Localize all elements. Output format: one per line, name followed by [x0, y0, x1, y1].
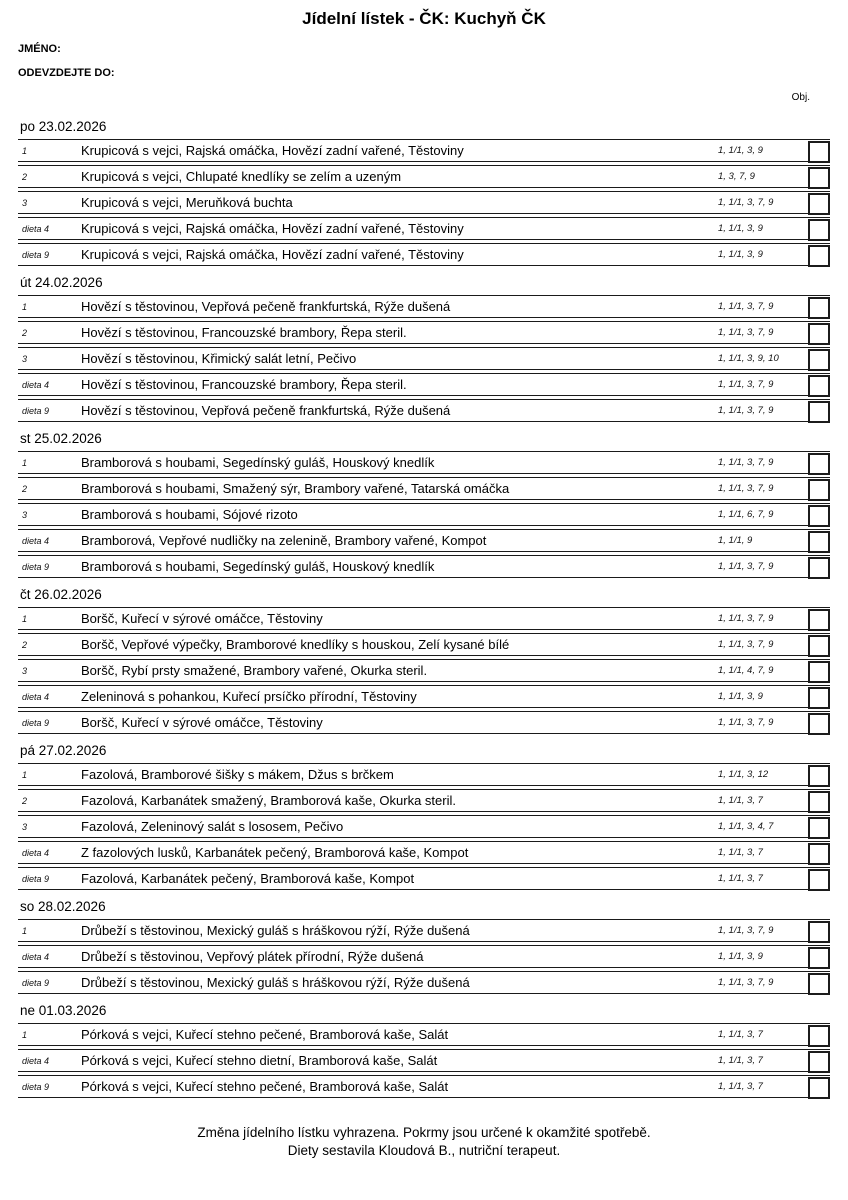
day-section [18, 113, 830, 266]
allergen-codes: 1, 1/1, 3, 7, 9 [718, 197, 774, 208]
menu-row [18, 867, 830, 890]
menu-days-container [18, 113, 830, 1098]
allergen-codes: 1, 1/1, 4, 7, 9 [718, 665, 774, 676]
meal-number: 2 [22, 171, 28, 182]
menu-row [18, 763, 830, 786]
allergen-codes: 1, 1/1, 3, 9 [718, 223, 763, 234]
meal-number: 1 [22, 769, 28, 780]
allergen-codes: 1, 1/1, 3, 7 [718, 1081, 763, 1092]
order-checkbox[interactable] [808, 843, 830, 865]
allergen-codes: 1, 1/1, 3, 7, 9 [718, 639, 774, 650]
allergen-codes: 1, 1/1, 3, 7 [718, 795, 763, 806]
day-date: pá 27.02.2026 [20, 743, 107, 758]
meal-number: dieta 9 [22, 561, 50, 572]
meal-description: Krupicová s vejci, Rajská omáčka, Hovězí zadní vařené, Těstoviny [81, 221, 464, 236]
menu-row [18, 243, 830, 266]
meal-description: Zeleninová s pohankou, Kuřecí prsíčko přírodní, Těstoviny [81, 689, 417, 704]
menu-row [18, 685, 830, 708]
menu-row [18, 711, 830, 734]
order-checkbox[interactable] [808, 921, 830, 943]
order-checkbox[interactable] [808, 479, 830, 501]
menu-row [18, 165, 830, 188]
menu-row [18, 1075, 830, 1098]
menu-row [18, 659, 830, 682]
meal-description: Krupicová s vejci, Chlupaté knedlíky se zelím a uzeným [81, 169, 402, 184]
order-checkbox[interactable] [808, 505, 830, 527]
meal-number: dieta 9 [22, 405, 50, 416]
meal-description: Bramborová s houbami, Sójové rizoto [81, 507, 298, 522]
meal-number: dieta 4 [22, 847, 50, 858]
day-date: ne 01.03.2026 [20, 1003, 107, 1018]
menu-row [18, 607, 830, 630]
meal-description: Drůbeží s těstovinou, Vepřový plátek přírodní, Rýže dušená [81, 949, 424, 964]
menu-row [18, 1023, 830, 1046]
day-section [18, 269, 830, 422]
order-checkbox[interactable] [808, 531, 830, 553]
order-checkbox[interactable] [808, 973, 830, 995]
menu-row [18, 139, 830, 162]
day-rows [18, 295, 830, 422]
menu-row [18, 633, 830, 656]
day-rows [18, 919, 830, 994]
meal-description: Krupicová s vejci, Rajská omáčka, Hovězí zadní vařené, Těstoviny [81, 247, 464, 262]
meal-number: 1 [22, 925, 28, 936]
day-section [18, 893, 830, 994]
meal-number: dieta 9 [22, 873, 50, 884]
meal-number: 2 [22, 639, 28, 650]
meal-description: Z fazolových lusků, Karbanátek pečený, Bramborová kaše, Kompot [81, 845, 469, 860]
order-checkbox[interactable] [808, 1077, 830, 1099]
allergen-codes: 1, 1/1, 3, 7, 9 [718, 561, 774, 572]
day-date: út 24.02.2026 [20, 275, 103, 290]
allergen-codes: 1, 1/1, 3, 7, 9 [718, 483, 774, 494]
day-date: čt 26.02.2026 [20, 587, 102, 602]
allergen-codes: 1, 1/1, 3, 9, 10 [718, 353, 779, 364]
day-date: so 28.02.2026 [20, 899, 106, 914]
order-checkbox[interactable] [808, 245, 830, 267]
menu-row [18, 451, 830, 474]
allergen-codes: 1, 1/1, 3, 7, 9 [718, 301, 774, 312]
day-rows [18, 763, 830, 890]
allergen-codes: 1, 1/1, 3, 9 [718, 951, 763, 962]
name-label: JMÉNO: [18, 43, 61, 55]
order-checkbox[interactable] [808, 947, 830, 969]
order-checkbox[interactable] [808, 141, 830, 163]
menu-row [18, 503, 830, 526]
menu-row [18, 477, 830, 500]
meal-description: Hovězí s těstovinou, Křimický salát letní, Pečivo [81, 351, 357, 366]
footer-line-1: Změna jídelního lístku vyhrazena. Pokrmy jsou určené k okamžité spotřebě. [197, 1125, 651, 1140]
meal-number: dieta 4 [22, 379, 50, 390]
allergen-codes: 1, 1/1, 3, 7 [718, 873, 763, 884]
order-checkbox[interactable] [808, 791, 830, 813]
meal-number: 2 [22, 483, 28, 494]
order-checkbox[interactable] [808, 609, 830, 631]
allergen-codes: 1, 1/1, 3, 7, 9 [718, 327, 774, 338]
menu-row [18, 1049, 830, 1072]
allergen-codes: 1, 1/1, 3, 7, 9 [718, 457, 774, 468]
menu-row [18, 217, 830, 240]
deadline-label: ODEVZDEJTE DO: [18, 67, 115, 79]
meal-description: Hovězí s těstovinou, Francouzské brambory, Řepa steril. [81, 325, 407, 340]
menu-row [18, 919, 830, 942]
page-title: Jídelní lístek - ČK: Kuchyň ČK [302, 9, 546, 28]
allergen-codes: 1, 1/1, 3, 9 [718, 691, 763, 702]
meal-number: dieta 9 [22, 1081, 50, 1092]
meal-description: Bramborová s houbami, Segedínský guláš, Houskový knedlík [81, 455, 435, 470]
day-rows [18, 451, 830, 578]
order-checkbox[interactable] [808, 401, 830, 423]
meal-number: 2 [22, 795, 28, 806]
order-checkbox[interactable] [808, 323, 830, 345]
menu-row [18, 555, 830, 578]
order-checkbox[interactable] [808, 661, 830, 683]
meal-description: Bramborová, Vepřové nudličky na zelenině, Brambory vařené, Kompot [81, 533, 487, 548]
day-section [18, 997, 830, 1098]
meal-number: dieta 4 [22, 1055, 50, 1066]
allergen-codes: 1, 1/1, 3, 9 [718, 249, 763, 260]
meal-description: Hovězí s těstovinou, Vepřová pečeně frankfurtská, Rýže dušená [81, 403, 451, 418]
order-checkbox[interactable] [808, 635, 830, 657]
day-section [18, 737, 830, 890]
meal-number: 1 [22, 457, 28, 468]
order-checkbox[interactable] [808, 817, 830, 839]
order-checkbox[interactable] [808, 687, 830, 709]
meal-description: Krupicová s vejci, Meruňková buchta [81, 195, 293, 210]
meal-number: dieta 4 [22, 951, 50, 962]
order-checkbox[interactable] [808, 869, 830, 891]
meal-number: dieta 9 [22, 249, 50, 260]
allergen-codes: 1, 1/1, 3, 9 [718, 145, 763, 156]
allergen-codes: 1, 1/1, 3, 7, 9 [718, 379, 774, 390]
allergen-codes: 1, 1/1, 3, 7, 9 [718, 977, 774, 988]
meal-description: Fazolová, Karbanátek pečený, Bramborová kaše, Kompot [81, 871, 415, 886]
meal-number: 3 [22, 509, 28, 520]
meal-description: Fazolová, Bramborové šišky s mákem, Džus s brčkem [81, 767, 394, 782]
meal-description: Boršč, Vepřové výpečky, Bramborové knedlíky s houskou, Zelí kysané bílé [81, 637, 510, 652]
order-column-header: Obj. [791, 92, 810, 103]
allergen-codes: 1, 1/1, 3, 4, 7 [718, 821, 774, 832]
allergen-codes: 1, 1/1, 9 [718, 535, 753, 546]
meal-description: Boršč, Kuřecí v sýrové omáčce, Těstoviny [81, 611, 323, 626]
meal-description: Pórková s vejci, Kuřecí stehno pečené, Bramborová kaše, Salát [81, 1027, 449, 1042]
meal-description: Hovězí s těstovinou, Vepřová pečeně frankfurtská, Rýže dušená [81, 299, 451, 314]
meal-description: Drůbeží s těstovinou, Mexický guláš s hráškovou rýží, Rýže dušená [81, 975, 470, 990]
menu-row [18, 373, 830, 396]
allergen-codes: 1, 1/1, 3, 7, 9 [718, 925, 774, 936]
meal-number: dieta 4 [22, 691, 50, 702]
meal-description: Fazolová, Zeleninový salát s lososem, Pečivo [81, 819, 344, 834]
meal-description: Boršč, Kuřecí v sýrové omáčce, Těstoviny [81, 715, 323, 730]
day-date: st 25.02.2026 [20, 431, 102, 446]
order-checkbox[interactable] [808, 453, 830, 475]
meal-number: 1 [22, 613, 28, 624]
meal-number: 2 [22, 327, 28, 338]
order-checkbox[interactable] [808, 193, 830, 215]
meal-number: 1 [22, 301, 28, 312]
meal-description: Boršč, Rybí prsty smažené, Brambory vařené, Okurka steril. [81, 663, 428, 678]
meal-number: dieta 9 [22, 977, 50, 988]
meal-description: Pórková s vejci, Kuřecí stehno pečené, Bramborová kaše, Salát [81, 1079, 449, 1094]
menu-row [18, 399, 830, 422]
order-checkbox[interactable] [808, 557, 830, 579]
order-checkbox[interactable] [808, 297, 830, 319]
day-date: po 23.02.2026 [20, 119, 107, 134]
allergen-codes: 1, 1/1, 3, 7, 9 [718, 613, 774, 624]
allergen-codes: 1, 1/1, 3, 7, 9 [718, 405, 774, 416]
menu-row [18, 841, 830, 864]
day-rows [18, 607, 830, 734]
menu-row [18, 971, 830, 994]
order-checkbox[interactable] [808, 349, 830, 371]
order-checkbox[interactable] [808, 765, 830, 787]
order-checkbox[interactable] [808, 167, 830, 189]
menu-row [18, 191, 830, 214]
meal-number: dieta 4 [22, 223, 50, 234]
allergen-codes: 1, 1/1, 3, 7 [718, 847, 763, 858]
menu-row [18, 347, 830, 370]
order-checkbox[interactable] [808, 375, 830, 397]
allergen-codes: 1, 3, 7, 9 [718, 171, 755, 182]
footer-line-2: Diety sestavila Kloudová B., nutriční terapeut. [287, 1143, 561, 1158]
meal-number: 3 [22, 665, 28, 676]
allergen-codes: 1, 1/1, 3, 7 [718, 1029, 763, 1040]
meal-description: Fazolová, Karbanátek smažený, Bramborová kaše, Okurka steril. [81, 793, 456, 808]
menu-row [18, 529, 830, 552]
meal-number: 1 [22, 1029, 28, 1040]
meal-description: Hovězí s těstovinou, Francouzské brambory, Řepa steril. [81, 377, 407, 392]
day-section [18, 581, 830, 734]
meal-number: dieta 9 [22, 717, 50, 728]
menu-row [18, 321, 830, 344]
order-checkbox[interactable] [808, 1025, 830, 1047]
meal-description: Bramborová s houbami, Smažený sýr, Brambory vařené, Tatarská omáčka [81, 481, 510, 496]
menu-row [18, 789, 830, 812]
meal-description: Krupicová s vejci, Rajská omáčka, Hovězí zadní vařené, Těstoviny [81, 143, 464, 158]
allergen-codes: 1, 1/1, 3, 7 [718, 1055, 763, 1066]
day-rows [18, 139, 830, 266]
day-section [18, 425, 830, 578]
allergen-codes: 1, 1/1, 3, 12 [718, 769, 769, 780]
menu-row [18, 815, 830, 838]
meal-description: Pórková s vejci, Kuřecí stehno dietní, Bramborová kaše, Salát [81, 1053, 438, 1068]
allergen-codes: 1, 1/1, 6, 7, 9 [718, 509, 774, 520]
day-rows [18, 1023, 830, 1098]
meal-number: dieta 4 [22, 535, 50, 546]
order-checkbox[interactable] [808, 713, 830, 735]
footer-note [0, 1124, 848, 1160]
order-checkbox[interactable] [808, 1051, 830, 1073]
order-checkbox[interactable] [808, 219, 830, 241]
menu-row [18, 945, 830, 968]
meal-description: Drůbeží s těstovinou, Mexický guláš s hráškovou rýží, Rýže dušená [81, 923, 470, 938]
meal-description: Bramborová s houbami, Segedínský guláš, Houskový knedlík [81, 559, 435, 574]
meal-number: 1 [22, 145, 28, 156]
meal-number: 3 [22, 197, 28, 208]
meal-number: 3 [22, 353, 28, 364]
menu-row [18, 295, 830, 318]
allergen-codes: 1, 1/1, 3, 7, 9 [718, 717, 774, 728]
meal-number: 3 [22, 821, 28, 832]
